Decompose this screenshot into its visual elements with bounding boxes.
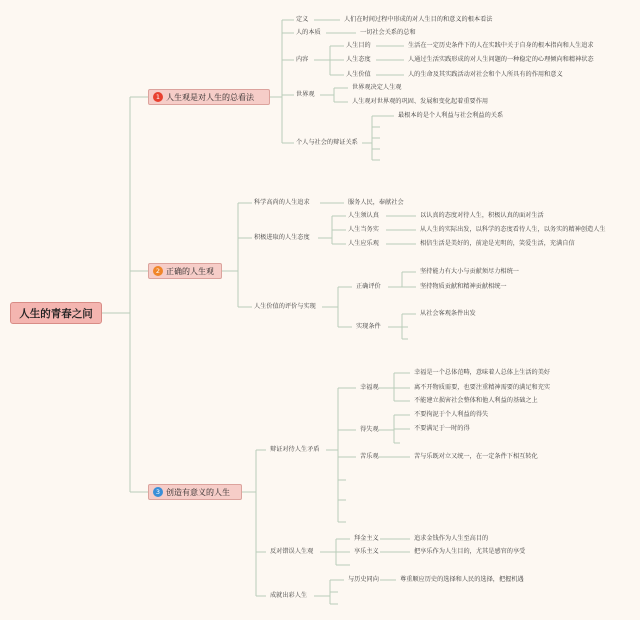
life-attitude-label[interactable]: 人生态度 xyxy=(346,56,371,63)
realize-text-1[interactable]: 从社会客观条件出发 xyxy=(420,310,476,317)
purpose-label[interactable]: 人生目的 xyxy=(346,42,371,49)
serious-label[interactable]: 人生须认真 xyxy=(348,212,379,219)
worldview-text-1[interactable]: 世界观决定人生观 xyxy=(352,84,402,91)
happiness-text-3[interactable]: 不能建立损害社会整体和他人利益的基础之上 xyxy=(414,397,538,404)
life-value-text[interactable]: 人的生命及其实践活动对社会和个人所具有的作用和意义 xyxy=(408,71,563,78)
number-2-badge: 2 xyxy=(153,266,163,276)
suffering-joy-text[interactable]: 苦与乐既对立又统一，在一定条件下相互转化 xyxy=(414,453,538,460)
happiness-text-1[interactable]: 幸福是一个总体范畴，意味着人总体上生活的美好 xyxy=(414,369,551,376)
serious-text[interactable]: 以认真的态度对待人生，积极认真的面对生活 xyxy=(420,212,544,219)
pursuit-text[interactable]: 服务人民，奉献社会 xyxy=(348,199,404,206)
branch-1-title: 人生观是对人生的总看法 xyxy=(166,92,254,102)
life-value-label[interactable]: 人生价值 xyxy=(346,71,371,78)
purpose-text[interactable]: 生活在一定历史条件下的人在实践中关于自身的根本指向和人生追求 xyxy=(408,42,594,49)
dialectic-label[interactable]: 辩证对待人生矛盾 xyxy=(270,446,320,453)
hedonism-text[interactable]: 把享乐作为人生目的，尤其是感官的享受 xyxy=(414,548,526,555)
history-direction-text[interactable]: 尊重顺应历史的选择和人民的选择，把握机遇 xyxy=(400,576,524,583)
gain-loss-text-1[interactable]: 不要拘泥于个人利益的得失 xyxy=(414,411,489,418)
practical-label[interactable]: 人生当务实 xyxy=(348,226,379,233)
realize-conditions-label[interactable]: 实现条件 xyxy=(356,323,381,330)
number-1-badge: 1 xyxy=(153,92,163,102)
positive-attitude-label[interactable]: 积极进取的人生态度 xyxy=(254,234,310,241)
number-3-badge: 3 xyxy=(153,487,163,497)
gain-loss-label[interactable]: 得失观 xyxy=(360,426,379,433)
branch-3-topic[interactable] xyxy=(148,484,242,500)
hedonism-label[interactable]: 享乐主义 xyxy=(354,548,379,555)
branch-2-title: 正确的人生观 xyxy=(166,266,214,276)
worldview-text-2[interactable]: 人生观对世界观的巩固、发展和变化起着重要作用 xyxy=(352,98,489,105)
history-direction-label[interactable]: 与历史同向 xyxy=(348,576,379,583)
worldview-label[interactable]: 世界观 xyxy=(296,91,315,98)
optimistic-label[interactable]: 人生应乐观 xyxy=(348,240,379,247)
content-label[interactable]: 内容 xyxy=(296,56,309,63)
branch-3-title: 创造有意义的人生 xyxy=(166,487,230,497)
evaluation-text-2[interactable]: 坚持物质贡献和精神贡献相统一 xyxy=(420,283,507,290)
branch-2-topic[interactable] xyxy=(148,263,222,279)
brilliant-life-label[interactable]: 成就出彩人生 xyxy=(270,592,308,599)
optimistic-text[interactable]: 相信生活是美好的，前途是光明的，笑爱生活，充满自信 xyxy=(420,240,575,247)
definition-label[interactable]: 定义 xyxy=(296,16,309,23)
pursuit-label[interactable]: 科学高尚的人生追求 xyxy=(254,199,310,206)
gain-loss-text-2[interactable]: 不要满足于一时的得 xyxy=(414,425,470,432)
practical-text[interactable]: 从人生的实际出发，以科学的态度看待人生，以务实的精神创造人生 xyxy=(420,226,606,233)
life-attitude-text[interactable]: 人通过生活实践形成的对人生问题的一种稳定的心理倾向和精神状态 xyxy=(408,56,594,63)
money-worship-label[interactable]: 拜金主义 xyxy=(354,535,379,542)
relation-text[interactable]: 最根本的是个人利益与社会利益的关系 xyxy=(398,112,504,119)
evaluation-text-1[interactable]: 坚持能力有大小与贡献须尽力相统一 xyxy=(420,268,519,275)
definition-text[interactable]: 人们在时间过程中形成的对人生目的和意义的根本看法 xyxy=(344,16,493,23)
happiness-label[interactable]: 幸福观 xyxy=(360,384,379,391)
oppose-wrong-label[interactable]: 反对错误人生观 xyxy=(270,548,314,555)
value-evaluation-label[interactable]: 人生价值的评价与实现 xyxy=(254,303,316,310)
branch-1-topic[interactable] xyxy=(148,89,270,105)
correct-evaluation-label[interactable]: 正确评价 xyxy=(356,283,381,290)
essence-text[interactable]: 一切社会关系的总和 xyxy=(360,29,416,36)
happiness-text-2[interactable]: 离不开物质需要，也要注重精神需要的满足和充实 xyxy=(414,384,551,391)
relation-label[interactable]: 个人与社会的辩证关系 xyxy=(296,139,358,146)
essence-label[interactable]: 人的本质 xyxy=(296,29,321,36)
money-worship-text[interactable]: 追求金钱作为人生至高目的 xyxy=(414,535,489,542)
suffering-joy-label[interactable]: 苦乐观 xyxy=(360,453,379,460)
root-topic[interactable]: 人生的青春之问 xyxy=(10,302,102,324)
